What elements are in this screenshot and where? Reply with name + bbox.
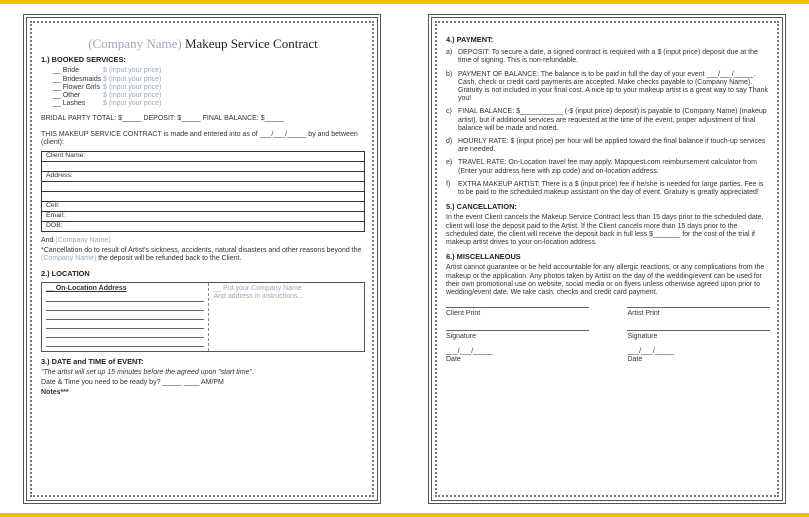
service-price: $ (input your price): [103, 92, 162, 100]
company-name-placeholder: __ Put your Company Name: [213, 284, 302, 292]
client-print-line[interactable]: Client Print: [446, 307, 589, 318]
client-info-table: [41, 151, 365, 232]
address-line[interactable]: [46, 311, 204, 320]
client-name-field[interactable]: Client Name:: [42, 152, 365, 162]
artist-date-blank[interactable]: ___/___/_____: [627, 347, 675, 355]
title-company-placeholder: (Company Name): [88, 36, 182, 51]
item-key: b): [446, 70, 453, 78]
service-item: [41, 92, 365, 100]
section-payment: 4.) PAYMENT:: [446, 35, 494, 44]
and-label: And: [41, 237, 54, 245]
payment-item: [446, 108, 770, 133]
service-item: [41, 100, 365, 108]
print-row: [446, 307, 770, 318]
item-text: PAYMENT OF BALANCE: The balance is to be paid in full the day of your event ___/___/_____. Cash, check or credit card payments are accepted. Make checks payable to (Company Name). Gratuity is not included in your final cost. A nice tip to your makeup artist is a great way to say Thank you!: [458, 70, 768, 103]
services-list: [41, 67, 365, 108]
on-location-box[interactable]: [42, 283, 209, 351]
payment-item: [446, 71, 770, 104]
item-key: a): [446, 49, 453, 57]
miscellaneous-text: Artist cannot guarantee or be held accountable for any allergic reactions, or any complications from the makeup or the application. Any photos taken by Artist on the day of the wedding/event can be used for their own promotional use on website, social media or on flyers unless otherwise agreed upon prior to wedding/event date. We take cash, checks and credit card payment.: [446, 264, 765, 297]
item-key: d): [446, 138, 453, 146]
address-line[interactable]: [46, 293, 204, 302]
client-cell-field[interactable]: Cell:: [42, 202, 365, 212]
service-price: $ (input your price): [103, 100, 162, 108]
address-line[interactable]: [46, 302, 204, 311]
totals-line: BRIDAL PARTY TOTAL: $_____ DEPOSIT: $_____ FINAL BALANCE: $_____: [41, 115, 285, 123]
service-item: [41, 67, 365, 75]
artist-signature-line[interactable]: Signature: [627, 330, 770, 341]
item-key: c): [446, 108, 452, 116]
section-cancellation: 5.) CANCELLATION:: [446, 202, 517, 212]
company-address-box[interactable]: [209, 283, 364, 351]
client-date-label: Date: [446, 355, 461, 363]
service-name: __ Lashes: [53, 100, 86, 108]
cancel-text-b: the deposit will be refunded back to the Client.: [98, 255, 242, 263]
client-blank-row[interactable]: [42, 182, 365, 192]
and-company-line: [41, 237, 365, 245]
notes-label: Notes***: [41, 389, 69, 397]
item-text: TRAVEL RATE: On-Location travel fee may apply. Mapquest.com reimbursement calculator from (Enter your address here with zip code) and on-location address.: [458, 159, 757, 175]
service-name: __ Bridesmaids: [53, 75, 102, 83]
payment-item: [446, 49, 770, 65]
title-text: Makeup Service Contract: [181, 36, 318, 51]
client-blank-row[interactable]: [42, 162, 365, 172]
service-name: __ Flower Girls: [53, 83, 101, 91]
company-address-placeholder: And address in instructions...: [213, 293, 304, 301]
on-location-label: __ On-Location Address: [46, 284, 127, 292]
item-key: f): [446, 180, 451, 188]
service-price: $ (input your price): [103, 75, 162, 83]
setup-note: "The artist will set up 15 minutes before the agreed upon "start time".: [41, 369, 254, 377]
item-text: EXTRA MAKEUP ARTIST: There is a $ (input price) fee if he/she is needed for large parties. Fee is to be paid to the scheduled makeup assistant on the day of event. Gratuity is greatly appreciated!: [458, 180, 764, 197]
payment-item: [446, 181, 770, 197]
client-date-blank[interactable]: ___/___/_____: [446, 347, 493, 355]
service-price: $ (input your price): [103, 67, 162, 75]
service-name: __ Bride: [53, 67, 80, 75]
and-company: (Company Name): [55, 237, 111, 245]
client-signature-line[interactable]: Signature: [446, 330, 589, 341]
item-text: DEPOSIT: To secure a date, a signed contract is required with a $ (input price) deposit due at the time of signing. This is non-refundable.: [458, 49, 758, 65]
section-miscellaneous: 6.) MISCELLANEOUS: [446, 252, 521, 262]
page-title: [41, 36, 365, 51]
cancel-text-a: *Cancellation do to result of Artist's sickness, accidents, natural disasters and other reasons beyond the: [41, 247, 362, 255]
contract-page-2: [428, 14, 786, 504]
section-date-time: 3.) DATE and TIME of EVENT:: [41, 356, 144, 366]
payment-item: [446, 159, 770, 175]
service-item: [41, 76, 365, 84]
ready-time-line: Date & Time you need to be ready by? _____ ____ AM/PM: [41, 379, 224, 387]
contract-intro: THIS MAKEUP SERVICE CONTRACT is made and entered into as of ___/___/_____ by and between (client):: [41, 130, 358, 146]
address-line[interactable]: [46, 338, 204, 347]
location-boxes: [41, 282, 365, 352]
service-item: [41, 84, 365, 92]
item-text: FINAL BALANCE: $___________ (-$ (input price) deposit) is payable to (Company Name) (makeup artist), but if additional services are requested at the time of the event, proper adjustment of final balance will be made and noted.: [458, 108, 767, 132]
item-key: e): [446, 159, 453, 167]
item-text: HOURLY RATE: $ (input price) per hour will be applied toward the final balance if touch-up services are needed.: [458, 138, 766, 154]
cancel-company: (Company Name): [41, 255, 97, 263]
client-email-field[interactable]: Email:: [42, 212, 365, 222]
top-frame-strip: [0, 0, 809, 4]
address-line[interactable]: [46, 329, 204, 338]
contract-page-1: [23, 14, 381, 504]
payment-item: [446, 138, 770, 154]
cancellation-note: [41, 247, 365, 263]
artist-print-line[interactable]: Artist Print: [627, 307, 770, 318]
client-dob-field[interactable]: DOB:: [42, 222, 365, 232]
section-location: 2.) LOCATION: [41, 268, 90, 278]
client-address-field[interactable]: Address:: [42, 172, 365, 182]
service-name: __ Other: [53, 92, 81, 100]
signature-row: [446, 330, 770, 341]
address-line[interactable]: [46, 320, 204, 329]
date-row: [446, 348, 770, 364]
artist-date-label: Date: [627, 355, 643, 363]
cancellation-text: In the event Client cancels the Makeup Service Contract less than 15 days prior to the scheduled date, client will lose the deposit paid to the Artist. If the Client cancels more than 15 days prior to the scheduled date, the client will receive the deposit back in full less $_______ for the cost of the trial if makeup artist drives to your on-location address.: [446, 214, 764, 247]
bottom-frame-strip: [0, 513, 809, 517]
section-booked-services: 1.) BOOKED SERVICES:: [41, 55, 126, 65]
client-blank-row[interactable]: [42, 192, 365, 202]
service-price: $ (input your price): [103, 83, 162, 91]
